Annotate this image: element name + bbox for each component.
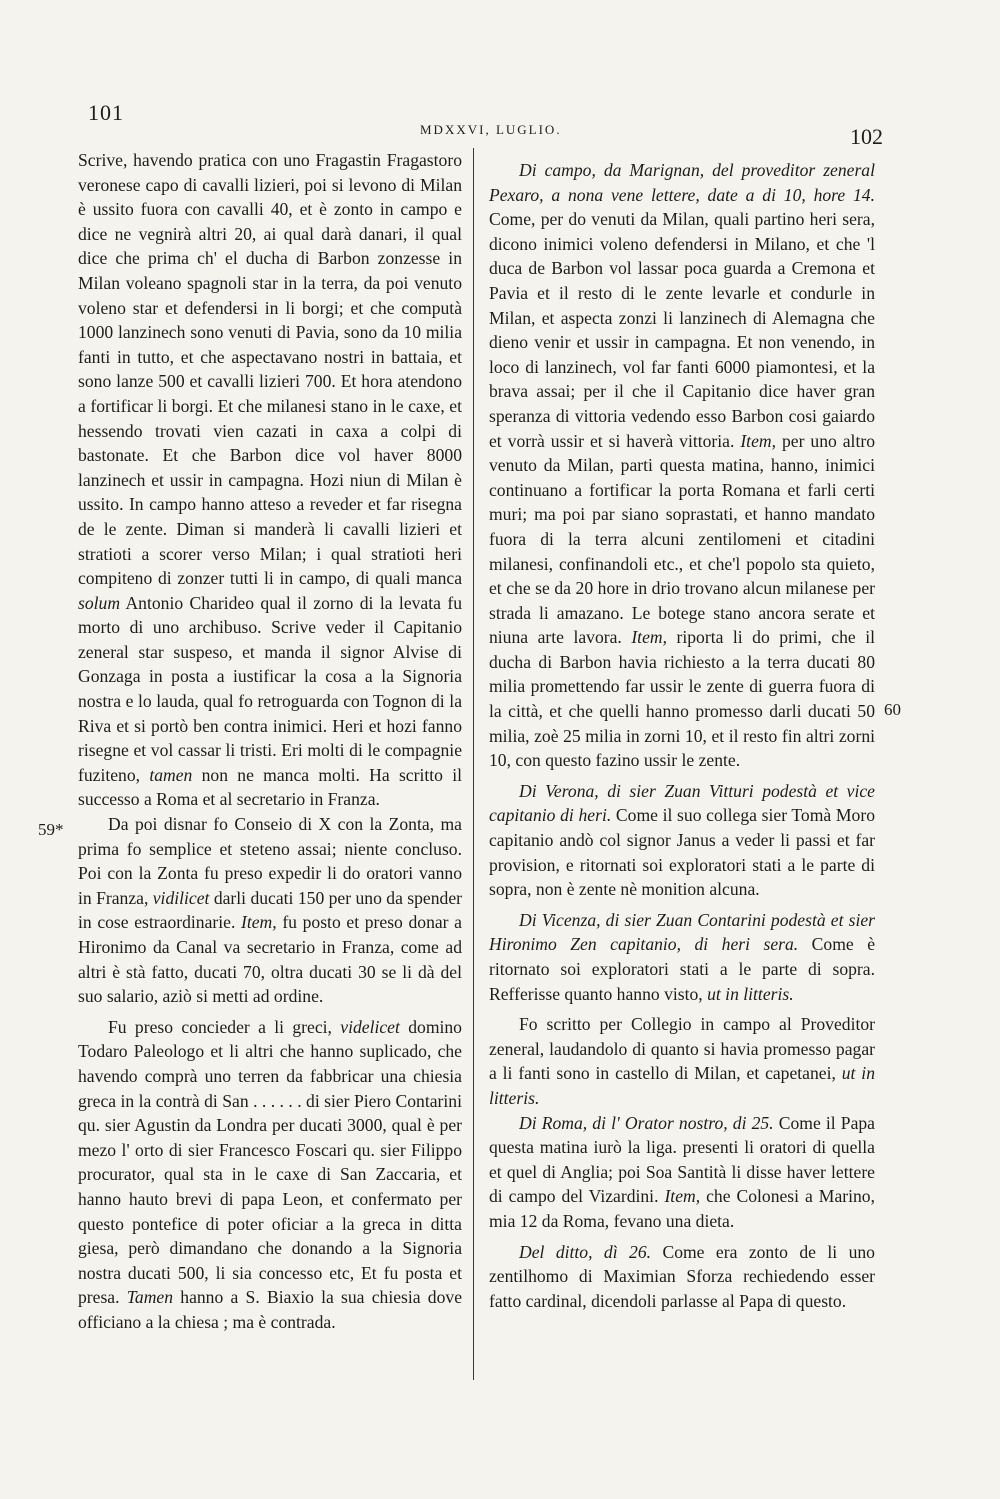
- column-divider: [473, 148, 474, 1380]
- paragraph: Da poi disnar fo Conseio di X con la Zonta, ma prima fo semplice et steteno assai; niente concluso. Poi con la Zonta fu preso expedir li do oratori vanno in Franza, vidilicet darli ducati 150 per uno da spender in cose estraordinarie. Item, fu posto et preso donar a Hironimo da Canal va secretario in Franza, come ad altri è stà fatto, ducati 70, oltra ducati 30 se li dà del suo salario, aziò si metti ad ordine.: [78, 814, 463, 1007]
- running-title: MDXXVI, LUGLIO.: [420, 122, 562, 137]
- left-column: [78, 148, 462, 1335]
- paragraph: Del ditto, dì 26. Come era zonto de li uno zentilhomo di Maximian Sforza rechiedendo esser fatto cardinal, dicendoli parlasse al Papa di questo.: [489, 1241, 875, 1311]
- paragraph: Di Roma, di l' Orator nostro, di 25. Come il Papa questa matina iurò la liga. presenti li oratori di quella et quel di Anglia; poi Soa Santità li disse haver lettere di campo del Vizardini. Item, che Colonesi a Marino, mia 12 da Roma, fevano una dieta.: [489, 1112, 875, 1231]
- paragraph: Di Verona, di sier Zuan Vitturi podestà et vice capitanio di heri. Come il suo collega sier Tomà Moro capitanio andò col signor Janus a veder li passi et far provision, e ritornati soi exploratori stati a le parte di sopra, non è zente nè monition alcuna.: [489, 780, 875, 900]
- paragraph: Fu preso concieder a li greci, videlicet domino Todaro Paleologo et li altri che hanno suplicado, che havendo comprà uno terren da fabbricar una chiesia greca in la contrà di San . . . . . . di sier Piero Contarini qu. sier Agustin da Londra per ducati 3000, qual è per mezo l' orto di sier Francesco Foscari qu. sier Filippo procurator, qual sta in le caxe di San Zaccaria, et hanno hauto brevi di papa Leon, et confermato per questo pontefice di poter oficiar a la greca in ditta giesa, però dimandano che donando a la Signoria nostra ducati 500, li sia concesso etc, Et fu posta et presa. Tamen hanno a S. Biaxio la sua chiesia dove officiano a la chiesa ; ma è contrada.: [78, 1016, 462, 1332]
- paragraph: Di campo, da Marignan, del proveditor zeneral Pexaro, a nona vene lettere, date a di 10, hore 14. Come, per do venuti da Milan, quali partino heri sera, dicono inimici voleno defendersi in Milano, et che 'l duca de Barbon vol lassar poca guarda a Cremona et Pavia et il resto di le zente levarle et condurle in Milan, et aspecta zonzi li lanzinech di Alemagna che dieno venir et ussir in campagna. Et non venendo, in loco di lanzinech, vol far fanti 6000 piamontesi, et la brava assai; per il che il Capitanio dice haver gran speranza di vittoria vedendo esso Barbon cosi gaiardo et vorrà ussir et si haverà vittoria. Item, per uno altro venuto da Milan, parti questa matina, hanno, inimici continuano a fortificar la porta Romana et farli certi muri; ma poi par siano soprastati, et hanno mandato fuora di la terra alcuni zentilomeni et citadini milanesi, confinandoli etc., et che'l popolo sta quieto, et che se da 20 hore in drio trovano alcun milanese per strada li amazano. Le botege stano ancora serate et niuna arte lavora. Item, riporta li do primi, che il ducha di Barbon havia richiesto a la terra ducati 80 milia promettendo far ussir le zente di guerra fuora di la città, et che quelli hanno promesso darli ducati 50 milia, zoè 25 milia in zorni 10, et il resto fin altri zorni 10, con questo fazino ussir le zente.: [489, 160, 875, 771]
- paragraph: Fo scritto per Collegio in campo al Proveditor zeneral, laudandolo di quanto si havia promesso pagar a li fanti sono in castello di Milan, et capetanei, ut in litteris.: [489, 1014, 875, 1108]
- margin-number-right: 60: [884, 700, 901, 719]
- margin-number-left: 59*: [38, 820, 64, 839]
- right-page-number: 102: [850, 124, 883, 149]
- paragraph: Di Vicenza, di sier Zuan Contarini podestà et sier Hironimo Zen capitanio, di heri sera. Come è ritornato soi exploratori stati a le parte di sopra. Refferisse quanto hanno visto, ut in litteris.: [489, 909, 875, 1004]
- paragraph: Scrive, havendo pratica con uno Fragastin Fragastoro veronese capo di cavalli lizieri, poi si levono di Milan è ussito fuora con cavalli 40, et è zonto in campo e dice ne vegnirà altri 20, ai qual darà danari, il qual dice che prima ch' el ducha di Barbon zonzesse in Milan voleano spagnoli star in la terra, da poi venuto voleno star et defendersi in li borgi; et che computà 1000 lanzinech sono venuti di Pavia, sono da 10 milia fanti in tutto, et che aspectavano nostri in battaia, et sono lanze 500 et cavalli lizieri 700. Et hora atendono a fortificar li borgi. Et che milanesi stano in le caxe, et hessendo trovati vien cazati in caxa a colpi di bastonate. Et che Barbon dice vol haver 8000 lanzinech et ussir in campagna. Hozi niun di Milan è ussito. In campo hanno atteso a reveder et far risegna de le zente. Diman si manderà li cavalli lizieri et stratioti a scorer verso Milan; i qual stratioti heri compiteno di zonzer tutti li in campo, di quali manca solum Antonio Charideo qual il zorno di la levata fu morto di uno archibuso. Scrive veder il Capitanio zeneral star suspeso, et manda il signor Alvise di Gonzaga in posta a iustificar la cosa a la Signoria nostra e lo lauda, qual fo retroguarda con Tognon di la Riva et si portò ben contra inimici. Heri et hozi fanno risegne et vol cassar li tristi. Eri molti di le compagnie fuziteno, tamen non ne manca molti. Ha scritto il successo a Roma et al secretario in Franza.: [78, 150, 462, 810]
- left-page-number: 101: [88, 100, 124, 125]
- right-column: [489, 158, 875, 1313]
